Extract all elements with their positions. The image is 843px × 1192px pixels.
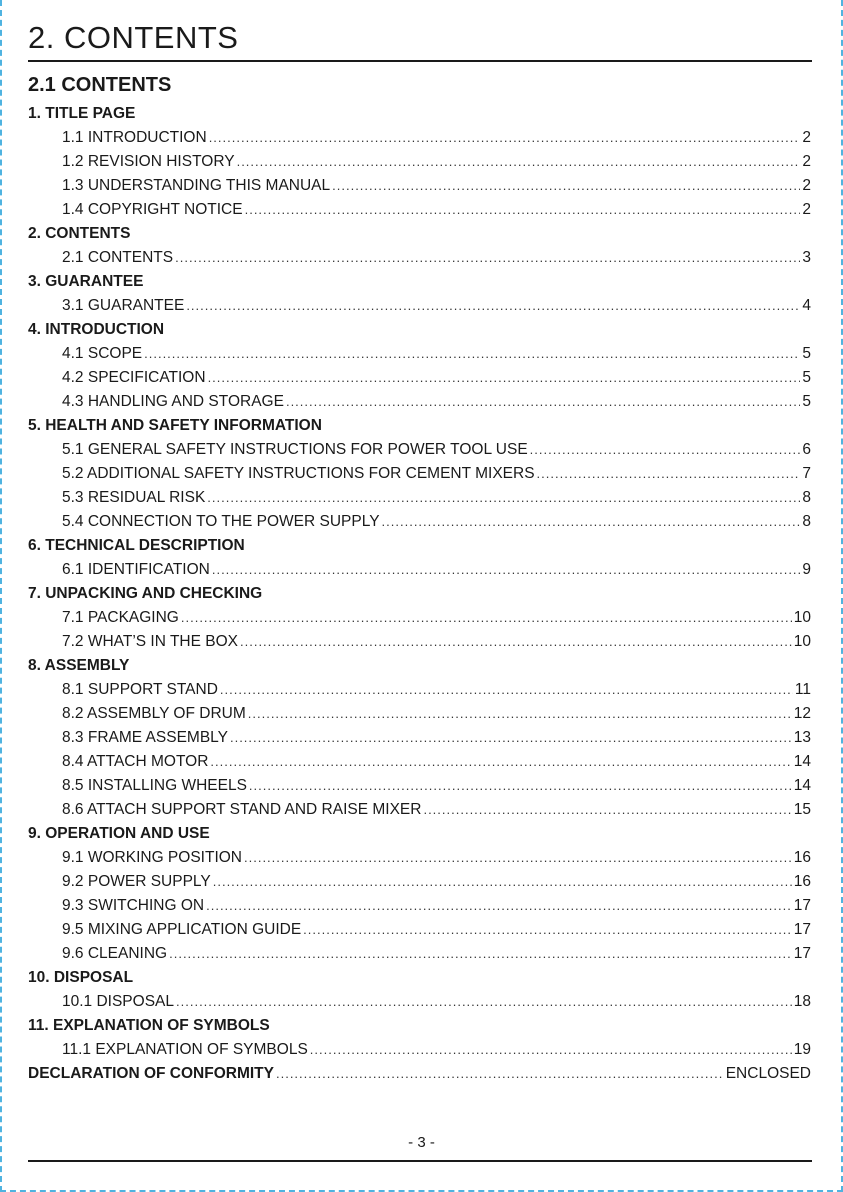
- toc-entry-page: 10: [793, 633, 811, 650]
- dot-leader: [382, 510, 801, 534]
- dot-leader: [186, 294, 800, 318]
- dot-leader: [310, 1038, 792, 1062]
- toc-entry-label: 8.1 SUPPORT STAND: [62, 681, 218, 698]
- dot-leader: [169, 942, 792, 966]
- toc-entry: [28, 438, 811, 462]
- toc-entry: [28, 894, 811, 918]
- toc-entry: [28, 918, 811, 942]
- toc-entry: [28, 150, 811, 174]
- toc-entry-page: 15: [793, 801, 811, 818]
- toc-entry-label: 3.1 GUARANTEE: [62, 297, 185, 314]
- toc-entry-label: 9.6 CLEANING: [62, 945, 168, 962]
- toc-section-heading: 10. DISPOSAL: [28, 969, 134, 986]
- toc-section-heading: 7. UNPACKING AND CHECKING: [28, 585, 263, 602]
- dot-leader: [248, 702, 792, 726]
- toc-entry-page: 9: [802, 561, 811, 578]
- toc-entry-label: 9.1 WORKING POSITION: [62, 849, 242, 866]
- toc-entry-label: 11.1 EXPLANATION OF SYMBOLS: [62, 1041, 308, 1058]
- toc-entry-label: 5.4 CONNECTION TO THE POWER SUPPLY: [62, 513, 380, 530]
- dot-leader: [240, 630, 792, 654]
- dot-leader: [303, 918, 792, 942]
- dot-leader: [230, 726, 792, 750]
- toc-entry: [28, 126, 811, 150]
- dot-leader: [423, 798, 791, 822]
- section-subtitle: 2.1 CONTENTS: [28, 74, 172, 96]
- table-of-contents: [28, 102, 811, 1086]
- toc-entry-label: 1.1 INTRODUCTION: [62, 129, 207, 146]
- dot-leader: [237, 150, 801, 174]
- toc-entry: [28, 558, 811, 582]
- toc-entry-label: 5.3 RESIDUAL RISK: [62, 489, 206, 506]
- toc-entry: [28, 174, 811, 198]
- dot-leader: [144, 342, 800, 366]
- toc-entry-label: 2.1 CONTENTS: [62, 249, 174, 266]
- toc-entry-label: 1.3 UNDERSTANDING THIS MANUAL: [62, 177, 331, 194]
- toc-section-heading: 3. GUARANTEE: [28, 273, 144, 290]
- dot-leader: [332, 174, 800, 198]
- toc-entry-label: 9.5 MIXING APPLICATION GUIDE: [62, 921, 302, 938]
- dot-leader: [176, 990, 792, 1014]
- toc-entry-label: 5.1 GENERAL SAFETY INSTRUCTIONS FOR POWER TOOL USE: [62, 441, 528, 458]
- dot-leader: [181, 606, 792, 630]
- toc-entry: [28, 702, 811, 726]
- toc-entry-label: 1.4 COPYRIGHT NOTICE: [62, 201, 243, 218]
- toc-entry-page: 6: [802, 441, 811, 458]
- toc-entry-page: 11: [794, 681, 811, 698]
- dot-leader: [210, 750, 791, 774]
- toc-entry-page: 14: [793, 753, 811, 770]
- toc-entry-label: 9.3 SWITCHING ON: [62, 897, 205, 914]
- toc-entry: [28, 870, 811, 894]
- toc-entry-label: 8.6 ATTACH SUPPORT STAND AND RAISE MIXER: [62, 801, 422, 818]
- toc-entry-page: 2: [802, 129, 811, 146]
- dot-leader: [276, 1062, 724, 1086]
- toc-entry-page: 12: [793, 705, 811, 722]
- dot-leader: [208, 366, 801, 390]
- toc-entry-page: 7: [802, 465, 811, 482]
- toc-entry-page: 3: [802, 249, 811, 266]
- toc-section-heading: 2. CONTENTS: [28, 225, 131, 242]
- toc-entry-label: 7.2 WHAT’S IN THE BOX: [62, 633, 238, 650]
- toc-entry-page: 5: [802, 369, 811, 386]
- toc-entry-page: 17: [793, 897, 811, 914]
- toc-entry: [28, 294, 811, 318]
- toc-section-heading: 1. TITLE PAGE: [28, 105, 136, 122]
- toc-entry: [28, 798, 811, 822]
- toc-entry-page: 2: [802, 177, 811, 194]
- declaration-page: ENCLOSED: [725, 1065, 811, 1082]
- toc-entry-label: 8.5 INSTALLING WHEELS: [62, 777, 247, 794]
- toc-entry: [28, 510, 811, 534]
- toc-entry-page: 5: [802, 345, 811, 362]
- toc-entry-label: 4.3 HANDLING AND STORAGE: [62, 393, 284, 410]
- crop-border-left: [0, 0, 2, 1192]
- toc-section-heading: 9. OPERATION AND USE: [28, 825, 210, 842]
- toc-section-heading: 8. ASSEMBLY: [28, 657, 130, 674]
- toc-entry: [28, 486, 811, 510]
- toc-entry: [28, 942, 811, 966]
- toc-entry: [28, 198, 811, 222]
- toc-entry: [28, 846, 811, 870]
- toc-entry: [28, 726, 811, 750]
- toc-entry: [28, 990, 811, 1014]
- toc-section-heading: 11. EXPLANATION OF SYMBOLS: [28, 1017, 270, 1034]
- toc-entry-page: 10: [793, 609, 811, 626]
- toc-entry-label: 1.2 REVISION HISTORY: [62, 153, 235, 170]
- toc-section-heading: 6. TECHNICAL DESCRIPTION: [28, 537, 245, 554]
- toc-entry: [28, 678, 811, 702]
- toc-entry-label: 8.3 FRAME ASSEMBLY: [62, 729, 228, 746]
- dot-leader: [245, 198, 801, 222]
- toc-entry: [28, 630, 811, 654]
- dot-leader: [209, 126, 801, 150]
- toc-section-heading: 5. HEALTH AND SAFETY INFORMATION: [28, 417, 322, 434]
- toc-entry-page: 8: [802, 513, 811, 530]
- toc-entry-page: 13: [793, 729, 811, 746]
- toc-entry-page: 16: [793, 873, 811, 890]
- dot-leader: [175, 246, 800, 270]
- dot-leader: [249, 774, 792, 798]
- toc-entry-page: 4: [802, 297, 811, 314]
- dot-leader: [206, 894, 792, 918]
- toc-entry-page: 2: [802, 201, 811, 218]
- dot-leader: [537, 462, 801, 486]
- toc-entry-page: 16: [793, 849, 811, 866]
- toc-entry-page: 17: [793, 945, 811, 962]
- dot-leader: [530, 438, 801, 462]
- toc-entry-label: 7.1 PACKAGING: [62, 609, 179, 626]
- toc-entry-label: 4.1 SCOPE: [62, 345, 143, 362]
- toc-entry: [28, 390, 811, 414]
- toc-entry: [28, 1038, 811, 1062]
- toc-section-heading: 4. INTRODUCTION: [28, 321, 165, 338]
- dot-leader: [212, 558, 801, 582]
- toc-entry-label: 10.1 DISPOSAL: [62, 993, 175, 1010]
- toc-entry: [28, 366, 811, 390]
- declaration-entry: [28, 1062, 811, 1086]
- toc-entry-label: 9.2 POWER SUPPLY: [62, 873, 211, 890]
- toc-entry-page: 5: [802, 393, 811, 410]
- page-title: 2. CONTENTS: [28, 20, 239, 55]
- dot-leader: [213, 870, 792, 894]
- footer-rule: [28, 1160, 812, 1162]
- dot-leader: [207, 486, 800, 510]
- toc-entry-page: 17: [793, 921, 811, 938]
- toc-entry: [28, 342, 811, 366]
- toc-entry: [28, 462, 811, 486]
- toc-entry-page: 18: [793, 993, 811, 1010]
- toc-entry-label: 5.2 ADDITIONAL SAFETY INSTRUCTIONS FOR CEMENT MIXERS: [62, 465, 535, 482]
- toc-entry-label: 8.4 ATTACH MOTOR: [62, 753, 209, 770]
- toc-entry: [28, 606, 811, 630]
- toc-entry: [28, 774, 811, 798]
- declaration-label: DECLARATION OF CONFORMITY: [28, 1065, 274, 1082]
- toc-entry: [28, 246, 811, 270]
- toc-entry-label: 4.2 SPECIFICATION: [62, 369, 206, 386]
- toc-entry: [28, 750, 811, 774]
- toc-entry-label: 6.1 IDENTIFICATION: [62, 561, 210, 578]
- dot-leader: [220, 678, 793, 702]
- header-rule: [28, 60, 812, 62]
- toc-entry-page: 14: [793, 777, 811, 794]
- page-number: - 3 -: [408, 1134, 435, 1151]
- toc-entry-page: 2: [802, 153, 811, 170]
- dot-leader: [286, 390, 800, 414]
- toc-entry-label: 8.2 ASSEMBLY OF DRUM: [62, 705, 246, 722]
- toc-entry-page: 8: [802, 489, 811, 506]
- dot-leader: [244, 846, 792, 870]
- toc-entry-page: 19: [793, 1041, 811, 1058]
